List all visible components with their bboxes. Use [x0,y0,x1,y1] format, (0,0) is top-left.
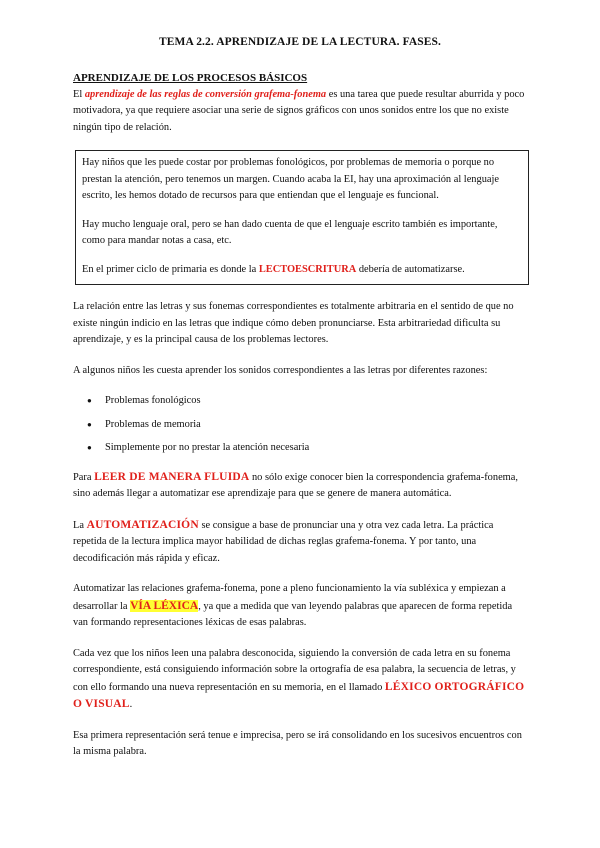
paragraph-lexico-pre: Cada vez que los niños leen una palabra desconocida, siguiendo la conversión de cada letra en su fonema correspondiente, está consiguiendo información sobre la ortografía de esa palabra, la secuencia de letras, y con ello formando una nueva representación en su memoria, en el llamado [73,647,516,693]
note-box-p3-post: debería de automatizarse. [356,263,465,275]
section-heading: APRENDIZAJE DE LOS PROCESOS BÁSICOS [73,72,308,84]
paragraph-lexico-post: . [129,699,133,710]
paragraph-via-post: , ya que a medida que van leyendo palabras que aparecen de forma repetida van formando representaciones léxicas de esas palabras. [73,600,513,628]
term-automatizacion: AUTOMATIZACIÓN [86,518,199,531]
paragraph-auto-post: se consigue a base de pronunciar una y otra vez cada letra. La práctica repetida de la lectura implica mayor habilidad de dichas reglas grafema-fonema. Y por tanto, una decodificación más rápida y eficaz. [73,519,494,564]
paragraph-lexico [73,646,528,714]
paragraph-auto-pre: La [73,519,87,531]
note-box-paragraph-2: Hay mucho lenguaje oral, pero se han dado cuenta de que el lenguaje escrito también es importante, como para mandar notas a casa, etc. [82,218,498,246]
paragraph-leer-fluida [73,469,528,503]
paragraph-intro-post: es una tarea que puede resultar aburrida y poco motivadora, ya que requiere asociar una serie de signos gráficos con unos sonidos entre los que no existe ningún tipo de relación. [73,88,525,133]
paragraph-leer-pre: Para [73,471,95,483]
term-leer-fluida: LEER DE MANERA FLUIDA [94,470,250,483]
note-box-paragraph-1: Hay niños que les puede costar por problemas fonológicos, por problemas de memoria o porque no prestan la atención, pero tenemos un margen. Cuando acaba la EI, hay una aproximación al lenguaje escrito, les hemos dotado de recursos para que entiendan que el lenguaje es funcional. [82,157,500,201]
paragraph-via-pre: Automatizar las relaciones grafema-fonema, pone a pleno funcionamiento la vía subléxica y empiezan a desarrollar la [73,583,506,612]
note-box-paragraph-3 [82,262,522,279]
paragraph-consolidacion: Esa primera representación será tenue e imprecisa, pero se irá consolidando en los sucesivos encuentros con la misma palabra. [73,729,522,757]
reasons-list [73,393,528,457]
list-item: ● Problemas fonológicos [105,393,528,410]
term-lectoescritura: LECTOESCRITURA [258,263,357,275]
list-item: ● Problemas de memoria [105,417,528,434]
page-title: TEMA 2.2. APRENDIZAJE DE LA LECTURA. FASES. [158,36,442,48]
list-item: ● Simplemente por no prestar la atención necesaria [105,440,528,457]
paragraph-intro-pre: El [73,88,85,100]
paragraph-leer-post: no sólo exige conocer bien la correspondencia grafema-fonema, sino además llegar a automatizar ese aprendizaje para que se genere de manera automática. [73,471,518,499]
paragraph-arbitrariedad: La relación entre las letras y sus fonemas correspondientes es totalmente arbitraria en el sentido de que no existe ningún indicio en las letras que indique cómo deben pronunciarse. Esta arbitrariedad dificulta su aprendizaje, y es la principal causa de los problemas lectores. [73,301,514,345]
paragraph-automatizacion [73,517,528,568]
term-grafema-fonema: aprendizaje de las reglas de conversión grafema-fonema [84,88,327,100]
note-box [75,150,529,285]
paragraph-razones: A algunos niños les cuesta aprender los sonidos correspondientes a las letras por diferentes razones: [73,364,488,376]
paragraph-via-lexica [73,581,528,632]
term-lexico-ortografico: LÉXICO ORTOGRÁFICO O VISUAL [73,680,525,710]
paragraph-intro [73,87,528,137]
note-box-p3-pre: En el primer ciclo de primaria es donde la [82,263,259,275]
term-via-lexica: VÍA LÉXICA [130,599,199,612]
document-body [73,70,528,775]
